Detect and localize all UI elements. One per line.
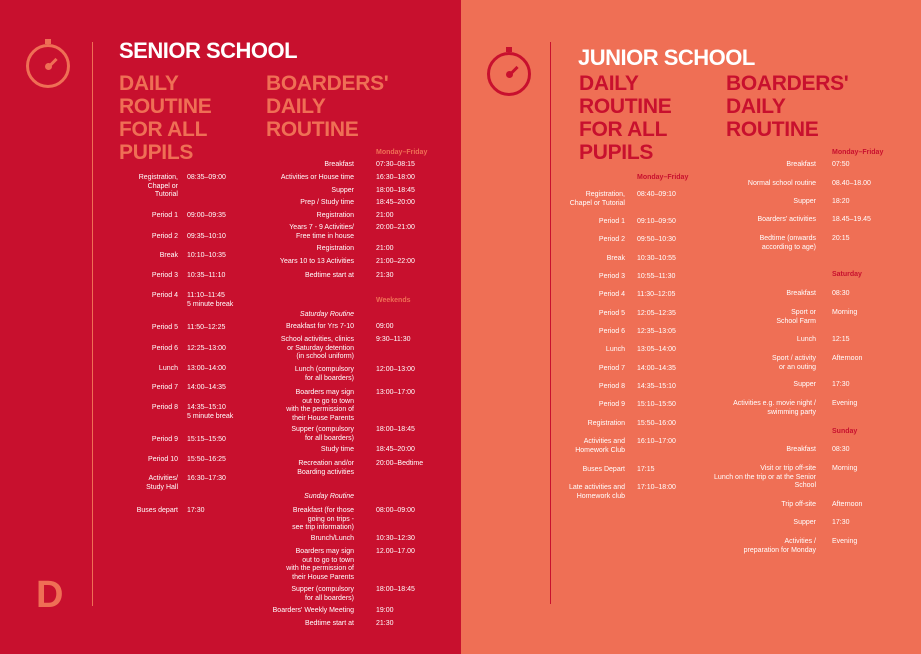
row-time: 17:10–18:00 — [637, 484, 676, 491]
row-label: Period 1 — [151, 212, 178, 219]
row-label: Years 7 - 9 Activities/ Free time in house — [289, 224, 354, 240]
page-letter: D — [36, 574, 64, 616]
row-time: 18:00–18:45 — [376, 586, 415, 593]
row-label: Period 5 — [151, 324, 178, 331]
row-label: Boarders may sign out to go to town with the permission of their House Parents — [286, 389, 354, 422]
section-heading: Sunday Routine — [304, 493, 354, 500]
section-heading: Saturday Routine — [299, 311, 354, 318]
row-time: 18:00–18:45 — [376, 426, 415, 433]
row-time: 11:10–11:45 5 minute break — [187, 292, 234, 308]
row-time: 12:25–13:00 — [187, 345, 226, 352]
row-label: Period 4 — [151, 292, 178, 299]
row-label: Activities / preparation for Monday — [743, 538, 816, 554]
row-time: 21:30 — [376, 620, 394, 627]
row-label: Registration — [316, 212, 354, 219]
row-time: 12:00–13:00 — [376, 366, 415, 373]
row-label: Registration, Chapel or Tutorial — [569, 191, 625, 207]
row-label: Buses depart — [136, 507, 178, 514]
row-label: Period 3 — [598, 273, 625, 280]
row-time: Evening — [832, 400, 858, 407]
row-label: Late activities and Homework club — [568, 484, 625, 500]
row-label: Breakfast — [786, 446, 816, 453]
row-label: Years 10 to 13 Activities — [279, 258, 354, 265]
row-label: Bedtime (onwards according to age) — [759, 235, 816, 251]
row-time: 12:35–13:05 — [637, 328, 676, 335]
row-time: 13:00–17:00 — [376, 389, 415, 396]
row-time: 9:30–11:30 — [376, 336, 411, 343]
row-label: Normal school routine — [747, 180, 816, 187]
row-time: 20:00–21:00 — [376, 224, 415, 231]
row-time: 10:55–11:30 — [637, 273, 676, 280]
row-time: 08:00–09:00 — [376, 507, 415, 514]
row-label: Lunch — [796, 336, 816, 343]
row-label: Study time — [320, 446, 354, 453]
row-time: 21:00 — [376, 212, 394, 219]
row-label: Supper — [793, 381, 816, 388]
row-label: Period 3 — [151, 272, 178, 279]
row-label: Brunch/Lunch — [310, 535, 354, 542]
row-label: Activities and Homework Club — [575, 438, 625, 454]
row-label: Period 8 — [151, 404, 178, 411]
row-label: Supper (compulsory for all boarders) — [291, 586, 354, 602]
junior-school-panel — [461, 0, 921, 654]
row-time: 17:30 — [832, 381, 850, 388]
junior-school-title: JUNIOR SCHOOL — [578, 45, 755, 70]
row-label: Supper — [793, 519, 816, 526]
junior-daily-heading: DAILY ROUTINE FOR ALL PUPILS — [579, 72, 672, 164]
row-label: Prep / Study time — [300, 199, 354, 206]
row-time: 16:10–17:00 — [637, 438, 676, 445]
row-label: Registration, Chapel or Tutorial — [138, 174, 178, 198]
row-time: 09:35–10:10 — [187, 233, 226, 240]
row-time: 10:35–11:10 — [187, 272, 226, 279]
row-time: Afternoon — [832, 501, 863, 508]
senior-daily-heading: DAILY ROUTINE FOR ALL PUPILS — [119, 72, 212, 164]
row-label: Buses Depart — [582, 466, 625, 473]
section-heading: Monday–Friday — [376, 149, 428, 156]
row-label: Registration — [316, 245, 354, 252]
row-label: Period 9 — [151, 436, 178, 443]
row-time: 08:40–09:10 — [637, 191, 676, 198]
row-label: Period 7 — [598, 365, 625, 372]
row-time: Morning — [832, 465, 858, 472]
row-time: 12:05–12:35 — [637, 310, 676, 317]
row-label: Activities e.g. movie night / swimming party — [733, 400, 816, 416]
row-label: Supper — [331, 187, 354, 194]
row-time: 21:00 — [376, 245, 394, 252]
row-label: Trip off-site — [781, 501, 816, 508]
row-time: 08.40–18.00 — [832, 180, 871, 187]
row-time: 17:15 — [637, 466, 655, 473]
row-time: 07:30–08:15 — [376, 161, 415, 168]
divider-line — [550, 42, 551, 604]
row-time: 13:00–14:00 — [187, 365, 226, 372]
row-time: 12:15 — [832, 336, 850, 343]
row-time: 11:50–12:25 — [187, 324, 226, 331]
row-label: Period 9 — [598, 401, 625, 408]
section-heading: Weekends — [376, 297, 411, 304]
row-time: 14:00–14:35 — [637, 365, 676, 372]
row-label: Recreation and/or Boarding activities — [297, 460, 354, 476]
row-label: Period 5 — [598, 310, 625, 317]
row-time: 18:00–18:45 — [376, 187, 415, 194]
row-time: 16:30–17:30 — [187, 475, 226, 482]
row-time: 09:50–10:30 — [637, 236, 676, 243]
row-label: Boarders' activities — [757, 216, 816, 223]
row-label: Period 8 — [598, 383, 625, 390]
row-time: 10:30–10:55 — [637, 255, 676, 262]
row-time: 11:30–12:05 — [637, 291, 676, 298]
row-time: Morning — [832, 309, 858, 316]
row-label: Boarders may sign out to go to town with the permission of their House Parents — [286, 548, 354, 581]
row-time: 08:30 — [832, 446, 850, 453]
row-label: Supper — [793, 198, 816, 205]
row-label: Bedtime start at — [304, 620, 354, 627]
row-time: 12.00–17.00 — [376, 548, 415, 555]
row-label: Period 2 — [598, 236, 625, 243]
row-time: 09:00 — [376, 323, 394, 330]
row-label: Sport or School Farm — [776, 309, 816, 325]
row-time: 10:10–10:35 — [187, 252, 226, 259]
row-label: Period 2 — [151, 233, 178, 240]
row-time: 16:30–18:00 — [376, 174, 415, 181]
row-label: Lunch — [158, 365, 178, 372]
clock-icon — [487, 52, 531, 96]
clock-icon — [26, 44, 70, 88]
row-time: 14:35–15:10 — [637, 383, 676, 390]
row-time: 15:10–15:50 — [637, 401, 676, 408]
section-heading: Sunday — [832, 428, 858, 435]
row-time: 07:50 — [832, 161, 850, 168]
row-time: 19:00 — [376, 607, 394, 614]
row-label: Break — [606, 255, 625, 262]
senior-boarders-heading: BOARDERS' DAILY ROUTINE — [266, 72, 389, 141]
row-time: 15:50–16:25 — [187, 456, 226, 463]
row-time: 08:35–09:00 — [187, 174, 226, 181]
row-label: Period 10 — [148, 456, 178, 463]
row-label: Period 7 — [151, 384, 178, 391]
row-label: Period 6 — [151, 345, 178, 352]
row-label: Breakfast (for those going on trips - see trip information) — [292, 507, 354, 531]
row-label: Bedtime start at — [304, 272, 354, 279]
row-time: Afternoon — [832, 355, 863, 362]
row-time: 15:15–15:50 — [187, 436, 226, 443]
row-time: 15:50–16:00 — [637, 420, 676, 427]
junior-boarders-heading: BOARDERS' DAILY ROUTINE — [726, 72, 849, 141]
row-time: 20:00–Bedtime — [376, 460, 424, 467]
section-heading: Monday–Friday — [832, 149, 884, 156]
row-label: Breakfast — [786, 161, 816, 168]
row-time: 09:10–09:50 — [637, 218, 676, 225]
row-time: 14:35–15:10 5 minute break — [187, 404, 234, 420]
row-label: Activities/ Study Hall — [146, 475, 178, 491]
row-label: Period 4 — [598, 291, 625, 298]
row-time: 09:00–09:35 — [187, 212, 226, 219]
row-label: School activities, clinics or Saturday detention (in school uniform) — [280, 336, 354, 360]
divider-line — [92, 42, 93, 606]
row-time: 21:30 — [376, 272, 394, 279]
row-label: Breakfast — [324, 161, 354, 168]
senior-school-title: SENIOR SCHOOL — [119, 38, 298, 63]
row-label: Breakfast — [786, 290, 816, 297]
row-time: 18:45–20:00 — [376, 199, 415, 206]
row-time: Evening — [832, 538, 858, 545]
row-label: Period 6 — [598, 328, 625, 335]
section-heading: Saturday — [832, 271, 862, 278]
row-label: Sport / activity or an outing — [772, 355, 816, 371]
row-time: 08:30 — [832, 290, 850, 297]
row-time: 18:45–20:00 — [376, 446, 415, 453]
row-label: Break — [159, 252, 178, 259]
row-label: Activities or House time — [280, 174, 354, 181]
row-time: 17:30 — [187, 507, 205, 514]
section-heading: Monday–Friday — [637, 174, 689, 181]
row-label: Registration — [587, 420, 625, 427]
row-time: 13:05–14:00 — [637, 346, 676, 353]
row-time: 10:30–12:30 — [376, 535, 415, 542]
row-label: Boarders' Weekly Meeting — [272, 607, 354, 614]
row-time: 21:00–22:00 — [376, 258, 415, 265]
row-time: 14:00–14:35 — [187, 384, 226, 391]
row-time: 18:20 — [832, 198, 850, 205]
row-label: Supper (compulsory for all boarders) — [291, 426, 354, 442]
row-time: 17:30 — [832, 519, 850, 526]
row-label: Period 1 — [598, 218, 625, 225]
row-time: 20:15 — [832, 235, 850, 242]
row-label: Lunch (compulsory for all boarders) — [294, 366, 354, 382]
row-time: 18.45–19.45 — [832, 216, 871, 223]
row-label: Lunch — [605, 346, 625, 353]
row-label: Breakfast for Yrs 7-10 — [286, 323, 354, 330]
row-label: Visit or trip off-site Lunch on the trip or at the Senior School — [714, 465, 816, 489]
